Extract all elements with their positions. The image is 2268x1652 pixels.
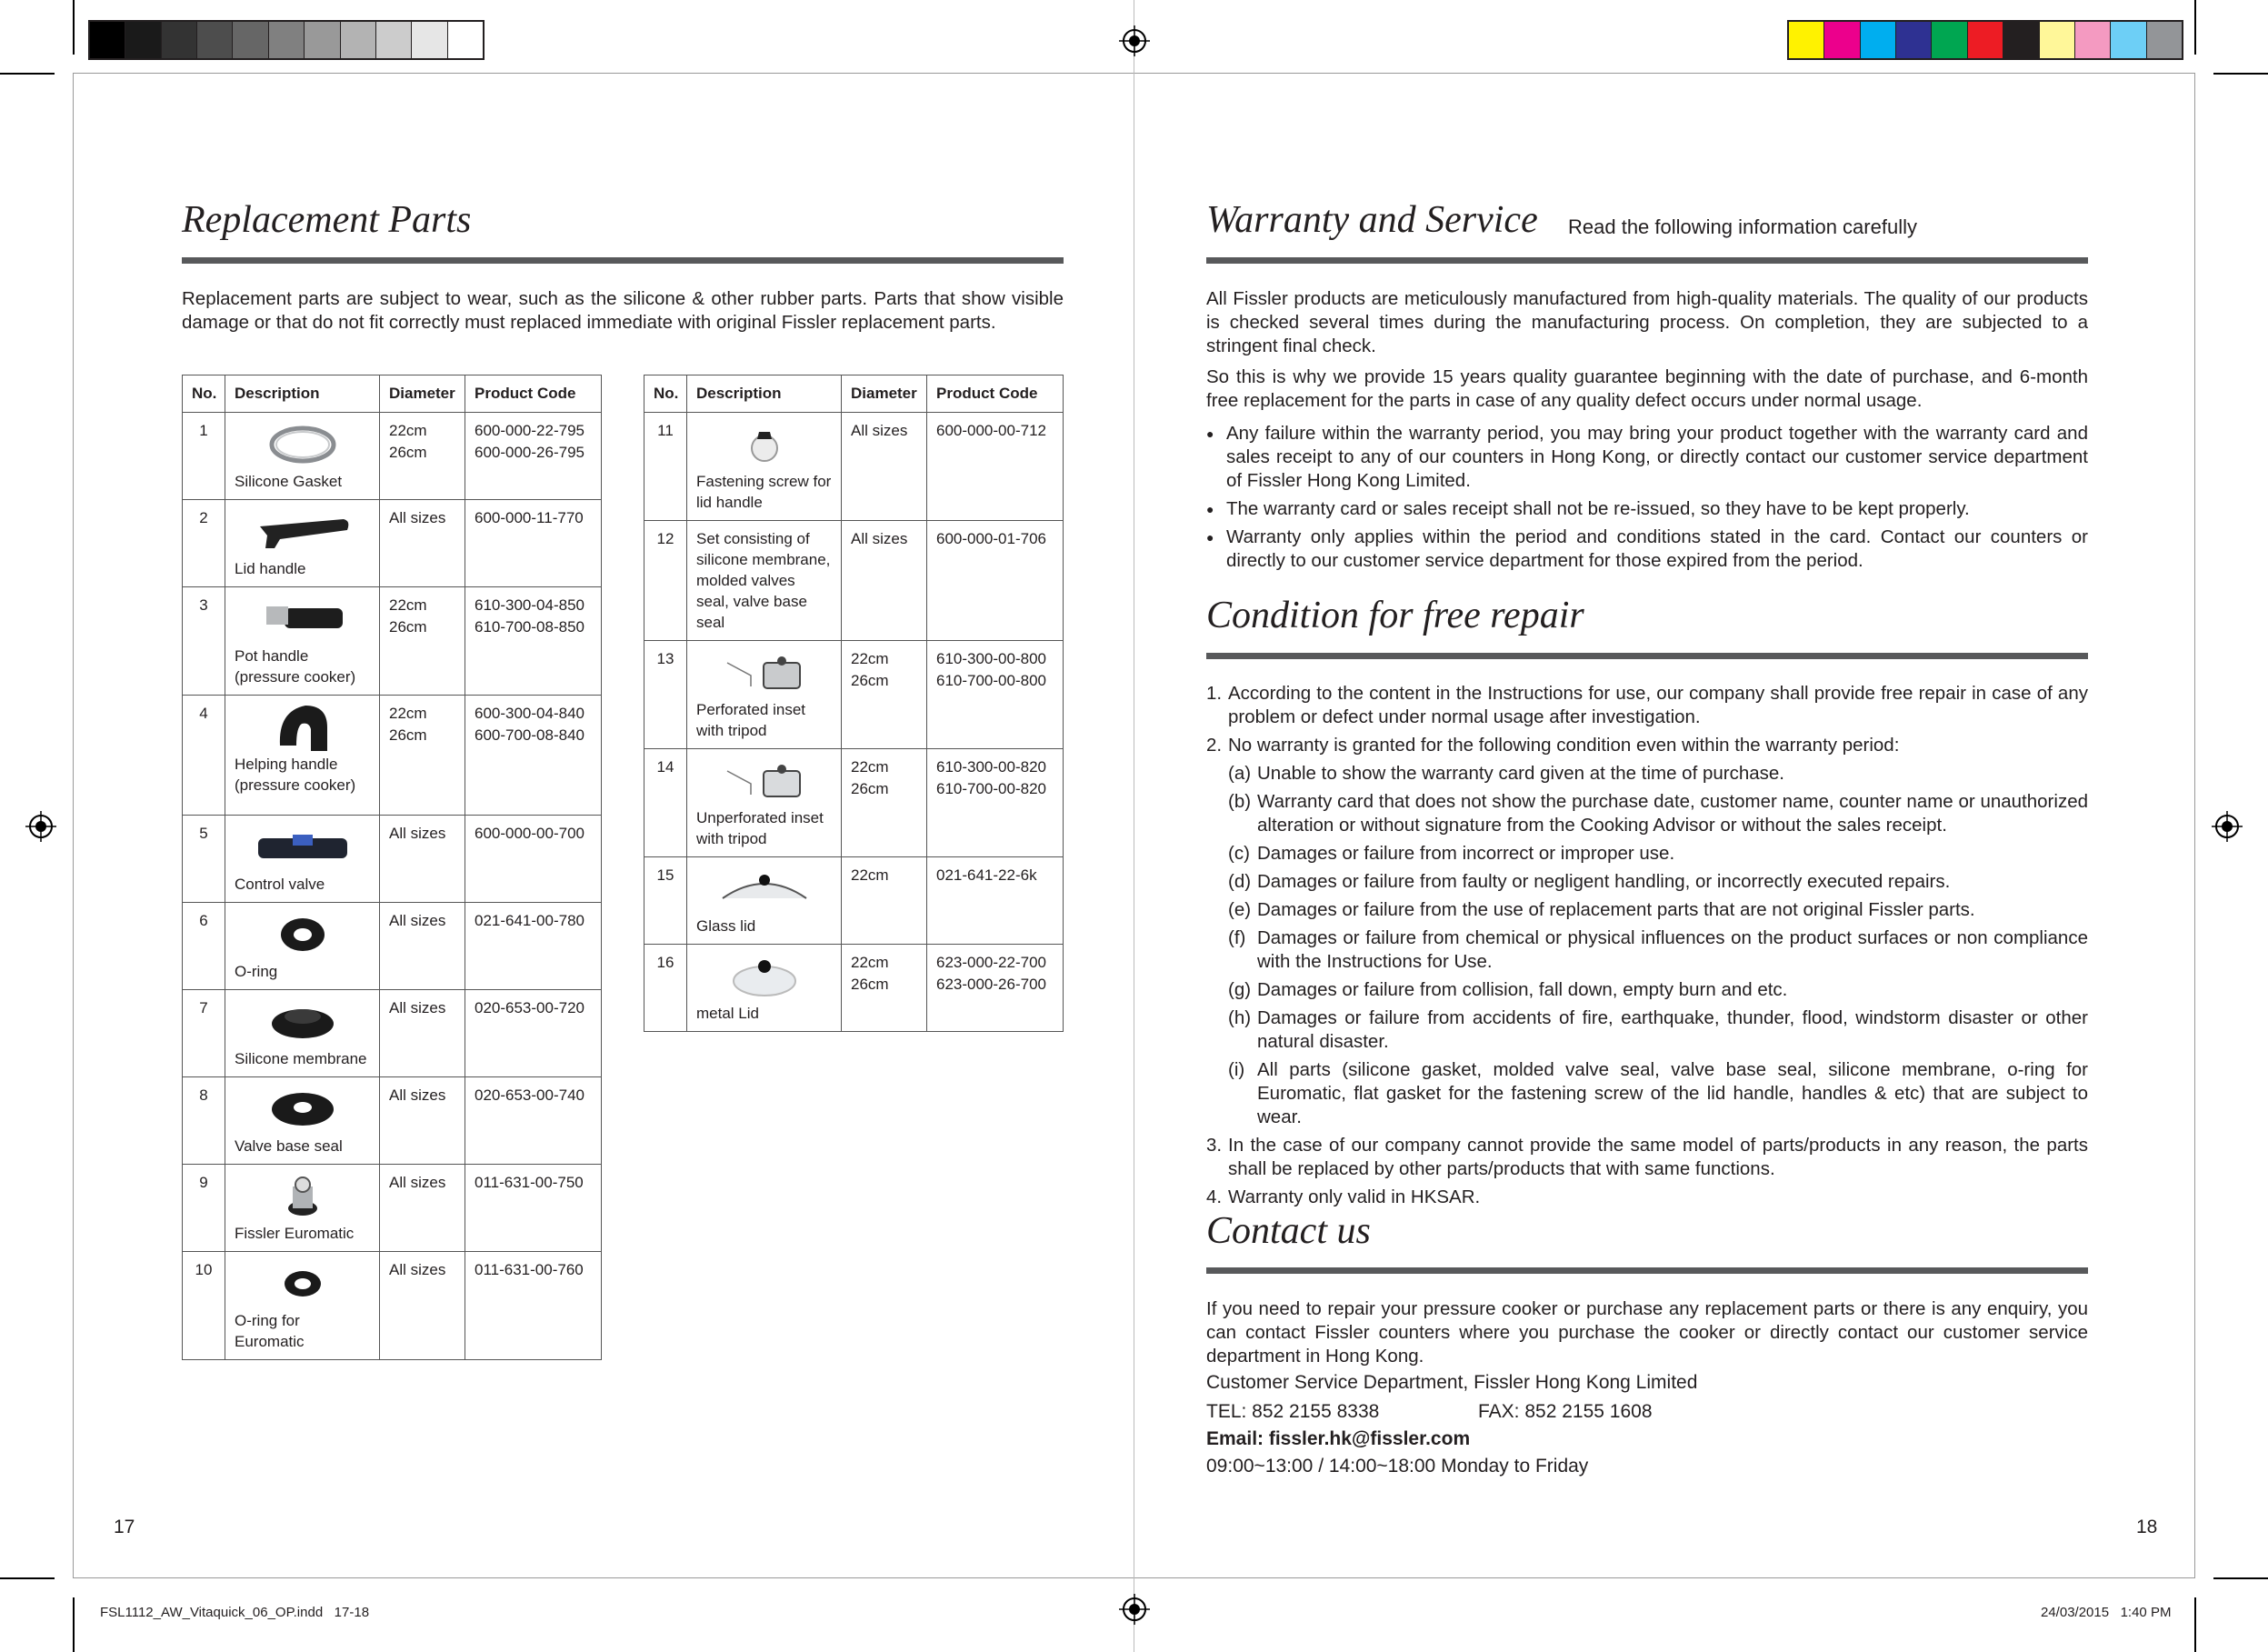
list-marker: (e) bbox=[1228, 899, 1252, 920]
list-item bbox=[1228, 870, 2088, 894]
part-description bbox=[225, 413, 380, 500]
list-item bbox=[1228, 1058, 2088, 1129]
header-diameter: Diameter bbox=[380, 375, 465, 413]
table-header-row bbox=[183, 375, 602, 413]
part-description-text: Fissler Euromatic bbox=[235, 1225, 355, 1242]
crop-mark bbox=[2194, 0, 2196, 55]
part-description bbox=[687, 413, 842, 521]
part-code: 600-000-00-700 bbox=[465, 816, 602, 903]
list-item bbox=[1228, 842, 2088, 866]
list-item bbox=[1206, 734, 2088, 757]
valve-base-seal-icon bbox=[235, 1086, 370, 1132]
part-code: 610-300-00-800 610-700-00-800 bbox=[927, 641, 1064, 749]
table-row bbox=[183, 1252, 602, 1360]
list-text: Unable to show the warranty card given at the time of purchase. bbox=[1257, 763, 1785, 784]
color-swatch bbox=[1823, 22, 1859, 58]
trim-line bbox=[73, 73, 74, 1577]
registration-mark-icon bbox=[1119, 1594, 1150, 1625]
part-number: 9 bbox=[183, 1165, 225, 1252]
warranty-paragraph-1: All Fissler products are meticulously manufactured from high-quality materials. The quality of our products is checked several times during the manufacturing process. On completion, they are subjected to a stringent final check. bbox=[1206, 288, 2088, 356]
part-code: 600-000-01-706 bbox=[927, 521, 1064, 641]
part-description-text: Silicone Gasket bbox=[235, 473, 343, 490]
crop-mark bbox=[73, 1597, 75, 1652]
list-item bbox=[1228, 978, 2088, 1002]
list-item bbox=[1228, 898, 2088, 922]
crop-mark bbox=[0, 73, 55, 75]
header-no: No. bbox=[183, 375, 225, 413]
list-marker: (i) bbox=[1228, 1059, 1245, 1080]
list-text: Warranty card that does not show the purchase date, customer name, counter name or unauthorized alteration or without signature from the Cooking Advisor or without the sales receipt. bbox=[1257, 791, 2088, 836]
part-number: 8 bbox=[183, 1077, 225, 1165]
list-item bbox=[1228, 762, 2088, 786]
list-marker: (d) bbox=[1228, 871, 1252, 892]
crop-mark bbox=[2194, 1597, 2196, 1652]
part-number: 16 bbox=[644, 945, 687, 1032]
bullet-text: Any failure within the warranty period, you may bring your product together with the warranty card and sales receipt to any of our counters in Hong Kong, or directly contact our customer service department of Fissler Hong Kong Limited. bbox=[1226, 423, 2088, 491]
perforated-inset-icon bbox=[696, 650, 832, 696]
warranty-bullet-list bbox=[1206, 422, 2088, 577]
part-diameter: All sizes bbox=[380, 1252, 465, 1360]
list-item bbox=[1228, 926, 2088, 974]
list-text: Warranty only valid in HKSAR. bbox=[1228, 1186, 1481, 1207]
contact-fax: FAX: 852 2155 1608 bbox=[1478, 1401, 1653, 1422]
part-number: 11 bbox=[644, 413, 687, 521]
part-code: 011-631-00-760 bbox=[465, 1252, 602, 1360]
title-rule bbox=[182, 257, 1064, 264]
list-text: Damages or failure from accidents of fire, earthquake, thunder, flood, windstorm disaster or other natural disaster. bbox=[1257, 1007, 2088, 1052]
part-description-text: Helping handle (pressure cooker) bbox=[235, 756, 356, 794]
color-swatch bbox=[1931, 22, 1966, 58]
part-description bbox=[687, 749, 842, 857]
color-swatch bbox=[340, 22, 375, 58]
table-row bbox=[183, 500, 602, 587]
table-row bbox=[644, 413, 1064, 521]
replacement-intro: Replacement parts are subject to wear, such as the silicone & other rubber parts. Parts that show visible damage or that do not fit correctly must replaced immediate with original Fissler replacement parts. bbox=[182, 288, 1064, 333]
table-row bbox=[183, 696, 602, 816]
crop-mark bbox=[2213, 73, 2268, 75]
part-code: 623-000-22-700 623-000-26-700 bbox=[927, 945, 1064, 1032]
table-row bbox=[183, 413, 602, 500]
part-number: 2 bbox=[183, 500, 225, 587]
list-marker: 3. bbox=[1206, 1135, 1223, 1156]
lid-handle-icon bbox=[235, 509, 370, 555]
list-text: In the case of our company cannot provide the same model of parts/products in any reason, the parts shall be replaced by other parts/products that with same functions. bbox=[1228, 1135, 2088, 1179]
table-row bbox=[183, 1077, 602, 1165]
part-number: 15 bbox=[644, 857, 687, 945]
part-description-text: Lid handle bbox=[235, 560, 306, 577]
part-diameter: All sizes bbox=[380, 990, 465, 1077]
color-swatch bbox=[125, 22, 160, 58]
registration-mark-icon bbox=[2212, 811, 2243, 842]
table-row bbox=[644, 749, 1064, 857]
list-text: All parts (silicone gasket, molded valve seal, valve base seal, silicone membrane, o-ring for Euromatic, flat gasket for the fastening screw of the lid handle, handles & etc) that are subject to wear. bbox=[1257, 1059, 2088, 1127]
header-product-code: Product Code bbox=[465, 375, 602, 413]
part-description-text: Fastening screw for lid handle bbox=[696, 473, 832, 511]
part-diameter: 22cm 26cm bbox=[380, 587, 465, 696]
header-no: No. bbox=[644, 375, 687, 413]
color-swatch bbox=[411, 22, 446, 58]
color-swatch bbox=[232, 22, 267, 58]
table-row bbox=[644, 521, 1064, 641]
part-description-text: Pot handle (pressure cooker) bbox=[235, 647, 356, 686]
part-description bbox=[225, 696, 380, 816]
color-swatch bbox=[90, 22, 125, 58]
part-description-text: Perforated inset with tripod bbox=[696, 701, 806, 739]
part-description bbox=[687, 641, 842, 749]
crop-mark bbox=[0, 1577, 55, 1579]
page-number-right: 18 bbox=[2136, 1517, 2158, 1537]
part-code: 021-641-22-6k bbox=[927, 857, 1064, 945]
contact-title: Contact us bbox=[1206, 1210, 1371, 1252]
part-diameter: All sizes bbox=[380, 903, 465, 990]
table-row bbox=[644, 641, 1064, 749]
part-description-text: Silicone membrane bbox=[235, 1050, 367, 1067]
part-number: 10 bbox=[183, 1252, 225, 1360]
part-description bbox=[225, 816, 380, 903]
part-number: 12 bbox=[644, 521, 687, 641]
part-description-text: Unperforated inset with tripod bbox=[696, 809, 824, 847]
bullet-icon: ● bbox=[1206, 426, 1214, 441]
list-marker: (g) bbox=[1228, 979, 1252, 1000]
part-code: 021-641-00-780 bbox=[465, 903, 602, 990]
list-text: Damages or failure from chemical or physical influences on the product surfaces or non compliance with the Instructions for Use. bbox=[1257, 927, 2088, 972]
part-description bbox=[225, 500, 380, 587]
color-swatch bbox=[161, 22, 196, 58]
part-code: 600-000-00-712 bbox=[927, 413, 1064, 521]
warranty-paragraph-2: So this is why we provide 15 years quality guarantee beginning with the date of purchase, and 6-month free replacement for the parts in case of any quality defect occurs under normal usage. bbox=[1206, 366, 2088, 411]
parts-table-2 bbox=[644, 375, 1064, 1032]
part-diameter: All sizes bbox=[380, 816, 465, 903]
part-code: 020-653-00-740 bbox=[465, 1077, 602, 1165]
list-item bbox=[1228, 1006, 2088, 1054]
part-description bbox=[225, 1077, 380, 1165]
condition-title: Condition for free repair bbox=[1206, 595, 1584, 636]
gasket-icon bbox=[235, 422, 370, 467]
table-row bbox=[183, 1165, 602, 1252]
part-description-text: Control valve bbox=[235, 876, 325, 893]
part-number: 13 bbox=[644, 641, 687, 749]
list-text: Damages or failure from incorrect or improper use. bbox=[1257, 843, 1675, 864]
color-swatch bbox=[2110, 22, 2145, 58]
list-item bbox=[1206, 682, 2088, 729]
part-diameter: 22cm 26cm bbox=[380, 696, 465, 816]
part-code: 600-000-11-770 bbox=[465, 500, 602, 587]
part-code: 020-653-00-720 bbox=[465, 990, 602, 1077]
table-header-row bbox=[644, 375, 1064, 413]
part-number: 1 bbox=[183, 413, 225, 500]
part-number: 7 bbox=[183, 990, 225, 1077]
list-item bbox=[1206, 422, 2088, 493]
warranty-subtitle: Read the following information carefully bbox=[1568, 215, 1917, 238]
color-swatch bbox=[375, 22, 411, 58]
table-row bbox=[183, 990, 602, 1077]
file-label: FSL1112_AW_Vitaquick_06_OP.indd 17-18 bbox=[100, 1605, 370, 1620]
page-number-left: 17 bbox=[114, 1517, 135, 1537]
part-code: 610-300-00-820 610-700-00-820 bbox=[927, 749, 1064, 857]
replacement-parts-title: Replacement Parts bbox=[182, 199, 472, 241]
color-swatch bbox=[2074, 22, 2110, 58]
part-description bbox=[225, 903, 380, 990]
header-description: Description bbox=[687, 375, 842, 413]
part-number: 6 bbox=[183, 903, 225, 990]
part-description bbox=[687, 945, 842, 1032]
registration-mark-icon bbox=[1119, 25, 1150, 56]
crop-mark bbox=[2213, 1577, 2268, 1579]
gray-calibration-bar bbox=[88, 20, 485, 60]
list-item bbox=[1206, 526, 2088, 573]
o-ring-small-icon bbox=[235, 1261, 370, 1307]
part-code: 610-300-04-850 610-700-08-850 bbox=[465, 587, 602, 696]
part-diameter: All sizes bbox=[842, 521, 927, 641]
bullet-icon: ● bbox=[1206, 502, 1214, 516]
part-number: 14 bbox=[644, 749, 687, 857]
color-swatch bbox=[447, 22, 483, 58]
part-description-text: Set consisting of silicone membrane, molded valves seal, valve base seal bbox=[696, 530, 831, 631]
fastening-screw-icon bbox=[696, 422, 832, 467]
part-description bbox=[225, 990, 380, 1077]
glass-lid-icon bbox=[696, 866, 832, 912]
table-row bbox=[644, 945, 1064, 1032]
o-ring-icon bbox=[235, 912, 370, 957]
part-description-text: O-ring for Euromatic bbox=[235, 1312, 305, 1350]
table-row bbox=[183, 587, 602, 696]
list-marker: (f) bbox=[1228, 927, 1246, 948]
color-swatch bbox=[196, 22, 232, 58]
list-marker: 2. bbox=[1206, 735, 1223, 756]
color-swatch bbox=[2039, 22, 2074, 58]
list-text: Damages or failure from faulty or negligent handling, or incorrectly executed repairs. bbox=[1257, 871, 1951, 892]
table-row bbox=[183, 903, 602, 990]
contact-tel: TEL: 852 2155 8338 bbox=[1206, 1401, 1380, 1422]
table-row bbox=[644, 857, 1064, 945]
table-row bbox=[183, 816, 602, 903]
list-text: Damages or failure from the use of replacement parts that are not original Fissler parts. bbox=[1257, 899, 1975, 920]
part-code: 600-300-04-840 600-700-08-840 bbox=[465, 696, 602, 816]
color-calibration-bar bbox=[1787, 20, 2183, 60]
euromatic-icon bbox=[235, 1174, 370, 1219]
pot-handle-icon bbox=[235, 596, 370, 642]
part-diameter: 22cm 26cm bbox=[842, 749, 927, 857]
condition-rule bbox=[1206, 653, 2088, 659]
list-marker: (b) bbox=[1228, 791, 1252, 812]
parts-table-1 bbox=[182, 375, 602, 1360]
part-description bbox=[687, 857, 842, 945]
color-swatch bbox=[304, 22, 339, 58]
header-description: Description bbox=[225, 375, 380, 413]
color-swatch bbox=[1860, 22, 1895, 58]
part-number: 3 bbox=[183, 587, 225, 696]
list-marker: 1. bbox=[1206, 683, 1223, 704]
part-diameter: All sizes bbox=[380, 500, 465, 587]
contact-rule bbox=[1206, 1267, 2088, 1274]
crop-mark bbox=[73, 0, 75, 55]
list-item bbox=[1228, 790, 2088, 837]
part-diameter: 22cm 26cm bbox=[842, 641, 927, 749]
list-item bbox=[1206, 497, 2088, 521]
list-text: According to the content in the Instructions for use, our company shall provide free repair in case of any problem or defect under normal usage after investigation. bbox=[1228, 683, 2088, 727]
list-item bbox=[1206, 1186, 2088, 1209]
warranty-rule bbox=[1206, 257, 2088, 264]
part-description-text: O-ring bbox=[235, 963, 278, 980]
registration-mark-icon bbox=[25, 811, 56, 842]
list-item bbox=[1206, 1134, 2088, 1181]
list-marker: (h) bbox=[1228, 1007, 1252, 1028]
part-description-text: metal Lid bbox=[696, 1005, 759, 1022]
part-description bbox=[225, 1165, 380, 1252]
header-product-code: Product Code bbox=[927, 375, 1064, 413]
unperforated-inset-icon bbox=[696, 758, 832, 804]
part-description bbox=[225, 587, 380, 696]
date-label: 24/03/2015 1:40 PM bbox=[2041, 1605, 2172, 1620]
trim-line bbox=[2194, 73, 2195, 1577]
part-description-text: Valve base seal bbox=[235, 1137, 343, 1155]
list-text: Damages or failure from collision, fall down, empty burn and etc. bbox=[1257, 979, 1788, 1000]
contact-department: Customer Service Department, Fissler Hong Kong Limited bbox=[1206, 1372, 1698, 1393]
header-diameter: Diameter bbox=[842, 375, 927, 413]
warranty-title: Warranty and Service bbox=[1206, 199, 1538, 241]
bullet-text: Warranty only applies within the period and conditions stated in the card. Contact our counters or directly to our customer service department for those expired from the period. bbox=[1226, 526, 2088, 571]
part-number: 5 bbox=[183, 816, 225, 903]
list-marker: (a) bbox=[1228, 763, 1252, 784]
part-diameter: All sizes bbox=[842, 413, 927, 521]
color-swatch bbox=[1967, 22, 2003, 58]
part-description bbox=[225, 1252, 380, 1360]
part-description-text: Glass lid bbox=[696, 917, 756, 935]
list-marker: 4. bbox=[1206, 1186, 1223, 1207]
part-code: 011-631-00-750 bbox=[465, 1165, 602, 1252]
color-swatch bbox=[2146, 22, 2182, 58]
part-diameter: 22cm bbox=[842, 857, 927, 945]
part-description bbox=[687, 521, 842, 641]
bullet-icon: ● bbox=[1206, 530, 1214, 545]
control-valve-icon bbox=[235, 825, 370, 870]
color-swatch bbox=[2003, 22, 2038, 58]
condition-list bbox=[1206, 682, 2088, 1214]
part-code: 600-000-22-795 600-000-26-795 bbox=[465, 413, 602, 500]
metal-lid-icon bbox=[696, 954, 832, 999]
bullet-text: The warranty card or sales receipt shall not be re-issued, so they have to be kept properly. bbox=[1226, 498, 1970, 519]
list-text: No warranty is granted for the following condition even within the warranty period: bbox=[1228, 735, 1900, 756]
color-swatch bbox=[1895, 22, 1931, 58]
list-marker: (c) bbox=[1228, 843, 1250, 864]
contact-email[interactable]: Email: fissler.hk@fissler.com bbox=[1206, 1428, 1471, 1449]
color-swatch bbox=[1789, 22, 1823, 58]
helping-handle-icon bbox=[235, 705, 370, 750]
part-diameter: All sizes bbox=[380, 1077, 465, 1165]
part-number: 4 bbox=[183, 696, 225, 816]
part-diameter: 22cm 26cm bbox=[380, 413, 465, 500]
contact-hours: 09:00~13:00 / 14:00~18:00 Monday to Friday bbox=[1206, 1456, 1589, 1477]
part-diameter: 22cm 26cm bbox=[842, 945, 927, 1032]
color-swatch bbox=[268, 22, 304, 58]
silicone-membrane-icon bbox=[235, 999, 370, 1045]
contact-paragraph: If you need to repair your pressure cooker or purchase any replacement parts or there is any enquiry, you can contact Fissler counters where you purchase the cooker or directly contact our customer service department in Hong Kong. bbox=[1206, 1298, 2088, 1367]
part-diameter: All sizes bbox=[380, 1165, 465, 1252]
